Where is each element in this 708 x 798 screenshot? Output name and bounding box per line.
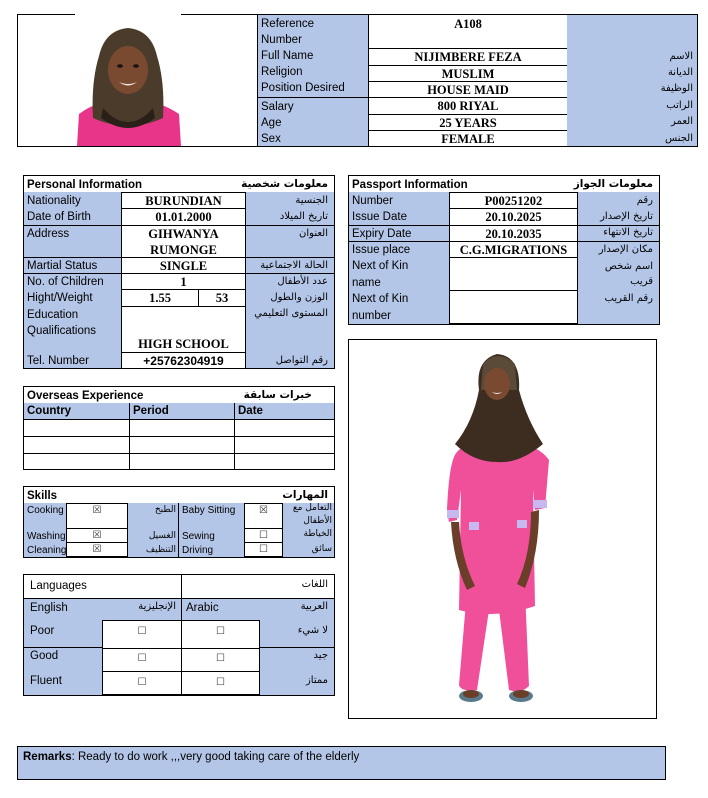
position-arabic: الوظيفة [660, 83, 693, 94]
checked-box-icon: ☒ [259, 505, 268, 516]
kin-name-label: Next of Kin [352, 260, 409, 272]
skill-baby-sitting-arabic-line2: الأطفال [303, 516, 332, 526]
skills-title: Skills [27, 490, 58, 502]
english-arabic: الإنجليزية [138, 601, 176, 612]
poor-label: Poor [30, 625, 55, 637]
address-value-line2: RUMONGE [150, 243, 217, 257]
arabic-label: Arabic [186, 602, 219, 614]
kin-number-label-line2: number [352, 310, 391, 322]
dob-value: 01.01.2000 [155, 210, 212, 224]
issue-date-arabic: تاريخ الإصدار [600, 211, 653, 222]
expiry-date-field [449, 225, 578, 242]
personal-info-title: Personal Information [27, 179, 143, 191]
kin-name-arabic-line2: قريب [630, 276, 653, 287]
unchecked-box-icon: ☐ [259, 530, 268, 541]
passport-number-label: Number [352, 195, 393, 207]
children-label: No. of Children [27, 276, 104, 288]
column-date: Date [238, 405, 263, 417]
headshot-photo [75, 22, 181, 146]
overseas-header-row [24, 403, 334, 419]
education-label: Education [27, 309, 79, 321]
issue-place-value: C.G.MIGRATIONS [459, 243, 568, 257]
full-body-photo [348, 339, 657, 719]
passport-number-value: P00251202 [484, 194, 543, 208]
children-value: 1 [180, 275, 187, 289]
personal-information-section [23, 175, 335, 369]
dob-label: Date of Birth [27, 211, 91, 223]
kin-name-field [449, 257, 578, 291]
skill-sewing-checkbox[interactable] [244, 528, 283, 543]
marital-status-field [121, 257, 246, 274]
remarks-label: Remarks [23, 751, 72, 763]
kin-number-arabic: رقم القريب [604, 293, 653, 304]
tel-label: Tel. Number [27, 355, 89, 367]
remarks-line [23, 750, 359, 764]
column-period: Period [133, 405, 169, 417]
frame-top-left [17, 14, 75, 15]
position-value: HOUSE MAID [427, 83, 509, 97]
skills-title-arabic: المهارات [282, 489, 328, 501]
issue-place-arabic: مكان الإصدار [598, 244, 653, 255]
education-arabic: المستوى التعليمي [254, 308, 328, 319]
fluent-label: Fluent [30, 675, 62, 687]
kin-number-label: Next of Kin [352, 293, 409, 305]
overseas-row [24, 454, 334, 470]
header-arabic-column [567, 14, 698, 147]
passport-information-section [348, 175, 660, 325]
header-label-column [257, 14, 369, 147]
header-section [17, 14, 698, 147]
poor-arabic: لا شيء [297, 625, 328, 636]
checked-box-icon: ☒ [92, 544, 102, 555]
nationality-field [121, 192, 246, 209]
full-name-label: Full Name [261, 50, 314, 62]
header-value-column [368, 14, 568, 147]
height-field [121, 289, 199, 307]
skill-cooking-checkbox[interactable] [66, 503, 128, 529]
address-label: Address [27, 228, 70, 240]
overseas-title: Overseas Experience [27, 390, 144, 402]
english-fluent-checkbox[interactable] [102, 671, 182, 695]
reference-label: Reference [261, 18, 315, 30]
divider [258, 97, 369, 98]
skill-driving-label: Driving [182, 545, 214, 556]
religion-value: MUSLIM [441, 67, 495, 81]
expiry-date-arabic: تاريخ الانتهاء [603, 227, 653, 238]
reference-value: A108 [454, 17, 482, 31]
address-arabic: العنوان [299, 228, 328, 239]
kin-name-label-line2: name [352, 277, 381, 289]
qualifications-label: Qualifications [27, 325, 97, 337]
address-value-line1: GIHWANYA [148, 227, 219, 241]
languages-title: Languages [30, 580, 87, 592]
frame-top-right [181, 14, 258, 15]
salary-value: 800 RIYAL [437, 99, 499, 113]
arabic-good-checkbox[interactable] [181, 648, 260, 672]
sex-arabic: الجنس [664, 133, 693, 144]
religion-label: Religion [261, 66, 303, 78]
issue-date-label: Issue Date [352, 211, 407, 223]
skill-washing-checkbox[interactable] [66, 528, 128, 543]
salary-arabic: الراتب [666, 100, 693, 111]
passport-info-title: Passport Information [352, 179, 468, 191]
skill-cleaning-label: Cleaning [27, 545, 67, 556]
height-value: 1.55 [149, 291, 171, 305]
unchecked-box-icon: ☐ [137, 677, 147, 688]
skill-cleaning-checkbox[interactable] [66, 542, 128, 557]
overseas-row [24, 437, 334, 453]
remarks-text: : Ready to do work ,,,very good taking care of the elderly [71, 751, 360, 763]
height-weight-label: Hight/Weight [27, 292, 93, 304]
full-name-arabic: الاسم [669, 51, 693, 62]
expiry-date-value: 20.10.2035 [485, 227, 542, 241]
skill-washing-label: Washing [27, 531, 66, 542]
issue-date-value: 20.10.2025 [485, 210, 542, 224]
sex-value: FEMALE [441, 132, 495, 146]
overseas-row [24, 420, 334, 436]
tel-value: +25762304919 [143, 354, 224, 368]
kin-name-arabic: اسم شخص [604, 261, 653, 272]
issue-place-label: Issue place [352, 244, 411, 256]
position-label: Position Desired [261, 82, 345, 94]
arabic-poor-checkbox[interactable] [181, 620, 260, 649]
languages-section [23, 574, 335, 696]
skill-baby-sitting-label: Baby Sitting [182, 505, 236, 516]
unchecked-box-icon: ☐ [259, 544, 268, 555]
children-field [121, 273, 246, 290]
column-country: Country [27, 405, 72, 417]
good-arabic: جيد [313, 650, 328, 661]
full-name-value: NIJIMBERE FEZA [414, 50, 522, 64]
english-poor-checkbox[interactable] [102, 620, 182, 649]
issue-place-field [449, 241, 578, 258]
skill-sewing-arabic: الخياطة [303, 529, 332, 539]
dob-arabic: تاريخ الميلاد [279, 211, 328, 222]
marital-status-label: Martial Status [27, 260, 98, 272]
skill-baby-sitting-arabic: التعامل مع [292, 503, 332, 513]
passport-number-arabic: رقم [636, 195, 653, 206]
skill-cooking-arabic: الطبخ [154, 505, 176, 515]
sex-label: Sex [261, 133, 281, 145]
personal-info-title-arabic: معلومات شخصية [241, 178, 328, 190]
nationality-value: BURUNDIAN [145, 194, 222, 208]
education-value: HIGH SCHOOL [138, 337, 229, 351]
passport-info-title-arabic: معلومات الجواز [573, 178, 653, 190]
tel-arabic: رقم التواصل [275, 355, 328, 366]
height-weight-arabic: الوزن والطول [270, 292, 328, 303]
marital-status-arabic: الحالة الاجتماعية [260, 260, 328, 271]
weight-value: 53 [215, 291, 229, 305]
marital-status-value: SINGLE [159, 259, 208, 273]
english-label: English [30, 602, 68, 614]
checked-box-icon: ☒ [92, 505, 102, 516]
unchecked-box-icon: ☐ [216, 677, 225, 688]
unchecked-box-icon: ☐ [216, 653, 225, 664]
english-good-checkbox[interactable] [102, 648, 182, 672]
nationality-label: Nationality [27, 195, 81, 207]
skills-section [23, 486, 335, 558]
remarks-section [17, 746, 666, 780]
nationality-arabic: الجنسية [295, 195, 328, 206]
skill-driving-checkbox[interactable] [244, 542, 283, 557]
unchecked-box-icon: ☐ [137, 653, 147, 664]
skill-washing-arabic: الغسيل [148, 531, 176, 541]
checked-box-icon: ☒ [92, 530, 102, 541]
good-label: Good [30, 650, 59, 662]
arabic-fluent-checkbox[interactable] [181, 671, 260, 695]
fluent-arabic: ممتاز [305, 675, 328, 686]
skill-cooking-label: Cooking [27, 505, 64, 516]
kin-number-field [449, 290, 578, 324]
religion-arabic: الديانة [667, 67, 693, 78]
skill-sewing-label: Sewing [182, 531, 215, 542]
languages-title-arabic: اللغات [301, 579, 328, 590]
children-arabic: عدد الأطفال [277, 276, 328, 287]
issue-date-field [449, 208, 578, 226]
unchecked-box-icon: ☐ [137, 626, 147, 637]
overseas-experience-section [23, 386, 335, 470]
arabic-arabic: العربية [300, 601, 328, 612]
reference-label-line2: Number [261, 34, 302, 46]
dob-field [121, 208, 246, 226]
skill-driving-arabic: سائق [311, 544, 332, 554]
skill-baby-sitting-checkbox[interactable] [244, 503, 283, 529]
tel-field [121, 352, 246, 369]
unchecked-box-icon: ☐ [216, 626, 225, 637]
skill-cleaning-arabic: التنظيف [145, 545, 176, 555]
age-arabic: العمر [671, 116, 693, 127]
overseas-title-arabic: خبرات سابقة [243, 389, 312, 401]
age-label: Age [261, 117, 282, 129]
expiry-date-label: Expiry Date [352, 228, 412, 240]
education-field [121, 306, 246, 353]
address-field [121, 225, 246, 258]
passport-number-field [449, 192, 578, 209]
age-value: 25 YEARS [439, 116, 497, 130]
weight-field [198, 289, 246, 307]
salary-label: Salary [261, 101, 294, 113]
